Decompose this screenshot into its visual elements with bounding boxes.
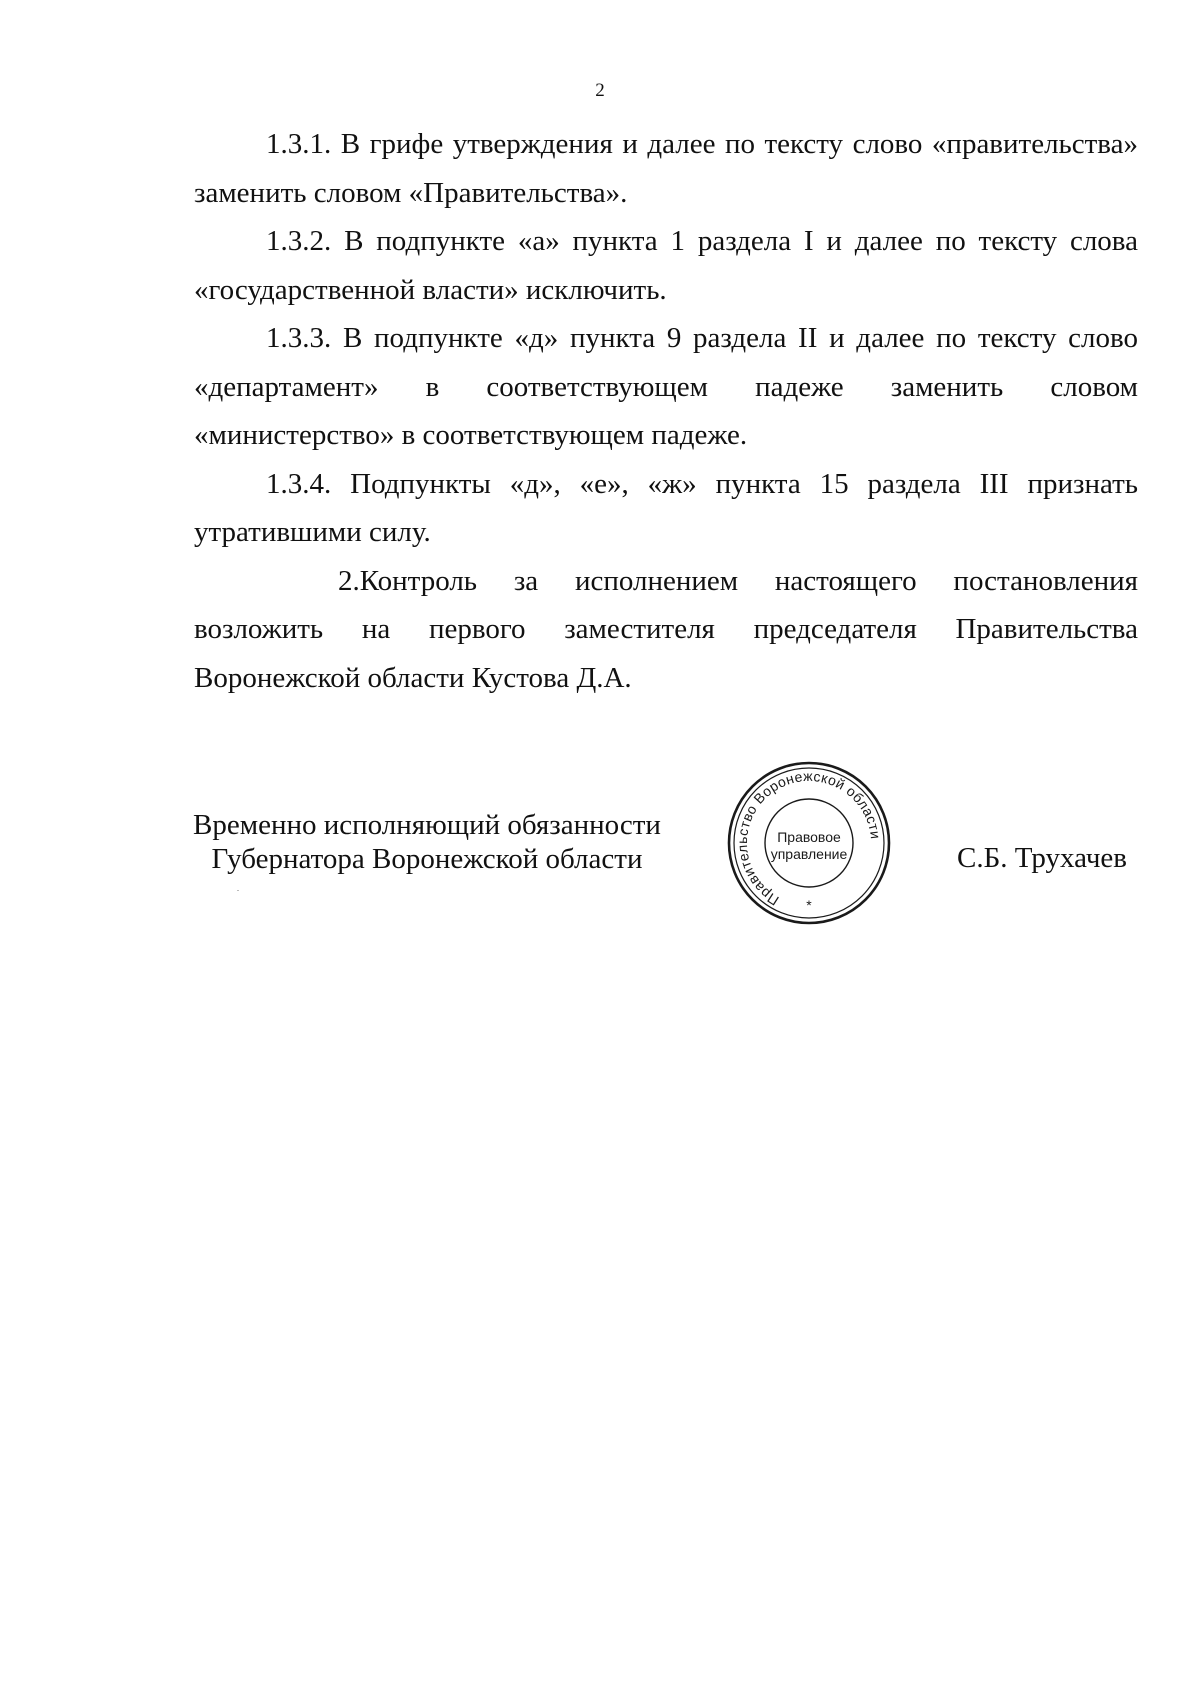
signatory-position-line-2: Губернатора Воронежской области [211,843,643,875]
paragraph-1-3-4 [194,460,1138,557]
stamp-seal-icon [724,758,894,928]
official-stamp [724,758,894,928]
stamp-star: * [806,897,812,913]
paragraph-1-3-3 [194,314,1138,460]
scan-speck [237,890,239,891]
paragraph-1-3-1 [194,120,1138,217]
signatory-position-line-1: Временно исполняющий обязанности [193,809,661,841]
page-number: 2 [595,80,605,101]
stamp-center-line-2: управление [770,846,848,862]
document-body [194,120,1138,702]
stamp-center-line-1: Правовое [777,829,841,845]
paragraph-text: 1.3.1. В грифе утверждения и далее по тексту слово «правительства» заменить словом «Правительства». [194,128,1138,209]
stamp-ring-text: Правительство Воронежской области [733,767,884,909]
paragraph-number: 2. [338,564,360,597]
paragraph-text: 1.3.2. В подпункте «а» пункта 1 раздела I и далее по тексту слова «государственной власти» исключить. [194,225,1138,306]
paragraph-text: 1.3.3. В подпункте «д» пункта 9 раздела II и далее по тексту слово «департамент» в соответствующем падеже заменить словом «министерство» в соответствующем падеже. [194,322,1138,451]
paragraph-2 [194,557,1138,703]
signatory-name: С.Б. Трухачев [957,842,1127,874]
signatory-position [193,808,661,876]
paragraph-text: 1.3.4. Подпункты «д», «е», «ж» пункта 15 раздела III признать утратившими силу. [194,467,1138,548]
paragraph-text: Контроль за исполнением настоящего постановления возложить на первого заместителя председателя Правительства Воронежской области Кустова Д.А. [194,564,1138,694]
paragraph-1-3-2 [194,217,1138,314]
